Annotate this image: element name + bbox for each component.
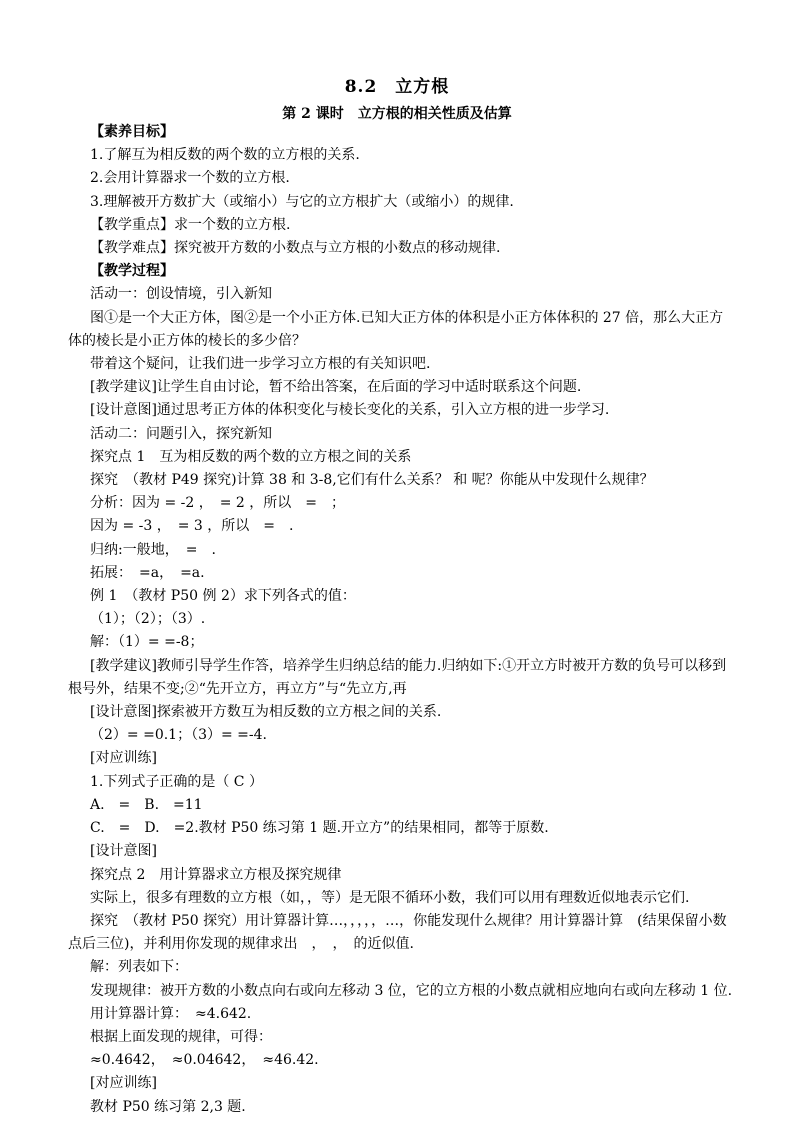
paragraph: 根据上面发现的规律，可得： [90, 1028, 272, 1045]
paragraph: 探究 （教材 P50 探究）用计算器计算…，，，，，…，你能发现什么规律？用计算器计算 (结果保留小数点后三位)，并利用你发现的规律求出 ， ， 的近似值. [68, 912, 727, 953]
paragraph: 图①是一个大正方体，图②是一个小正方体.已知大正方体的体积是小正方体体积的 27 倍，那么大正方体的棱长是小正方体的棱长的多少倍？ [68, 309, 724, 349]
paragraph: [对应训练] [90, 1075, 157, 1092]
paragraph: 【教学难点】探究被开方数的小数点与立方根的小数点的移动规律. [90, 240, 501, 257]
paragraph: 带着这个疑问，让我们进一步学习立方根的有关知识吧. [90, 356, 431, 373]
paragraph: 发现规律：被开方数的小数点向右或向左移动 3 位，它的立方根的小数点就相应地向右或向左移动 1 位. [90, 982, 733, 999]
paragraph: 教材 P50 练习第 2,3 题. [90, 1098, 246, 1115]
paragraph: 解：列表如下： [90, 959, 188, 976]
paragraph: 探究点 2 用计算器求立方根及探究规律 [90, 866, 342, 883]
page-title: 8.2 立方根 [344, 77, 450, 97]
paragraph: 【素养目标】 [90, 124, 174, 140]
paragraph: 分析：因为 = -2 ， = 2 ，所以 = ； [90, 495, 345, 512]
paragraph: 用计算器计算： ≈4.642. [90, 1005, 252, 1022]
paragraph: [教学建议]教师引导学生作答，培养学生归纳总结的能力.归纳如下:①开立方时被开方数的负号可以移到根号外，结果不变;②“先开立方，再立方”与“先立方,再 [68, 657, 727, 697]
paragraph: 探究点 1 互为相反数的两个数的立方根之间的关系 [90, 448, 412, 465]
paragraph: 【教学重点】求一个数的立方根. [90, 216, 291, 233]
paragraph: 例 1 （教材 P50 例 2）求下列各式的值： [90, 588, 356, 605]
paragraph: 1.了解互为相反数的两个数的立方根的关系. [90, 147, 360, 164]
paragraph: 活动二：问题引入，探究新知 [90, 425, 272, 442]
paragraph: 因为 = -3 ， = 3 ，所以 = . [90, 518, 294, 535]
paragraph: 归纳:一般地， = . [90, 541, 216, 558]
paragraph: 实际上，很多有理数的立方根（如，，等）是无限不循环小数，我们可以用有理数近似地表示它们. [90, 889, 690, 906]
paragraph: 1.下列式子正确的是（ C ） [90, 773, 263, 790]
paragraph: 探究 （教材 P49 探究)计算 38 和 3-8,它们有什么关系？ 和 呢？你能从中发现什么规律？ [90, 472, 654, 489]
paragraph: [设计意图]探索被开方数互为相反数的立方根之间的关系. [90, 704, 442, 721]
paragraph: A. = B. =11 [90, 796, 203, 813]
paragraph: 3.理解被开方数扩大（或缩小）与它的立方根扩大（或缩小）的规律. [90, 193, 514, 210]
paragraph: （2）= =0.1；（3）= =-4. [90, 727, 267, 744]
paragraph: [设计意图]通过思考正方体的体积变化与棱长变化的关系，引入立方根的进一步学习. [90, 402, 610, 419]
lesson-subtitle: 第 2 课时 立方根的相关性质及估算 [282, 106, 512, 122]
paragraph: 解：（1）= =-8； [90, 634, 204, 651]
paragraph: [设计意图] [90, 843, 157, 860]
paragraph: 2.会用计算器求一个数的立方根. [90, 170, 290, 187]
paragraph: [对应训练] [90, 750, 157, 767]
paragraph: C. = D. =2.教材 P50 练习第 1 题.开立方”的结果相同，都等于原数. [90, 820, 549, 837]
document-body [68, 121, 736, 1119]
paragraph: ≈0.4642， ≈0.04642， ≈46.42. [90, 1052, 319, 1069]
paragraph: 活动一：创设情境，引入新知 [90, 286, 272, 303]
paragraph: （1）；（2）；（3）. [90, 611, 206, 628]
paragraph: [教学建议]让学生自由讨论，暂不给出答案，在后面的学习中适时联系这个问题. [90, 379, 582, 396]
paragraph: 拓展： =a， =a. [90, 564, 205, 581]
paragraph: 【教学过程】 [90, 263, 174, 280]
